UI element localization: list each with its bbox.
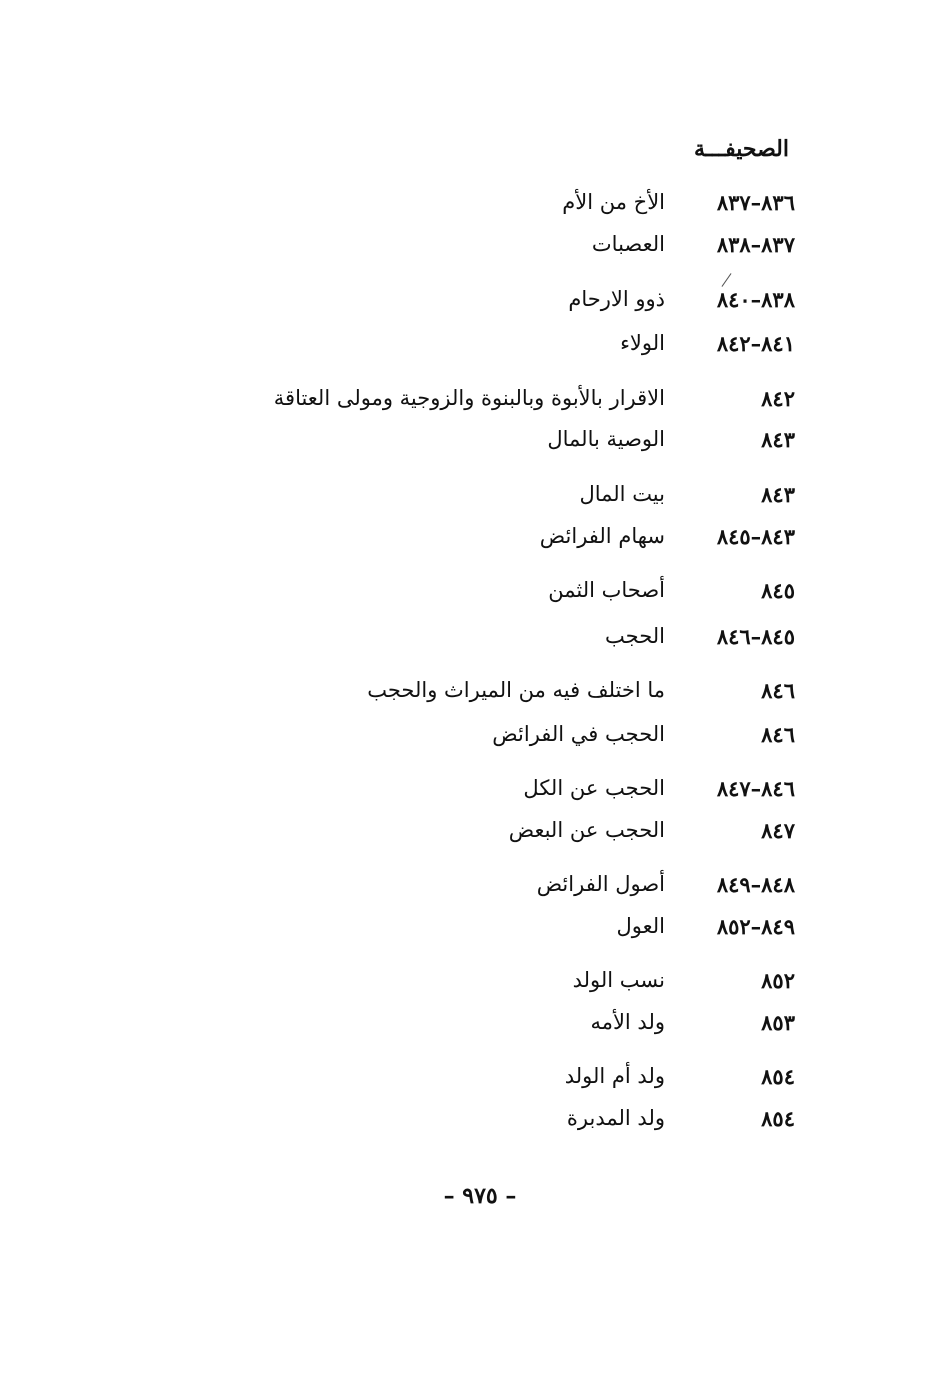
topic-title: العصبات <box>591 232 665 256</box>
topic-title: نسب الولد <box>572 968 665 992</box>
page-column-header: الصحيفـــة <box>694 136 789 162</box>
topic-title: الوصية بالمال <box>547 427 665 451</box>
page-reference: ٨٤٦ <box>761 722 795 747</box>
list-item <box>0 872 927 904</box>
page-reference: ٨٤٥–٨٤٦ <box>716 624 795 649</box>
topic-title: بيت المال <box>579 482 665 506</box>
page-reference: ٨٣٧–٨٣٨ <box>716 232 795 257</box>
list-item <box>0 776 927 808</box>
topic-title: أصحاب الثمن <box>548 578 665 602</box>
list-item <box>0 524 927 556</box>
topic-title: الاقرار بالأبوة وبالبنوة والزوجية ومولى العتاقة <box>273 386 665 410</box>
page-reference: ٨٤٣ <box>761 427 795 452</box>
page-reference: ٨٤٢ <box>761 386 795 411</box>
topic-title: سهام الفرائض <box>539 524 665 548</box>
topic-title: الحجب عن البعض <box>508 818 665 842</box>
list-item <box>0 190 927 222</box>
topic-title: الحجب <box>605 624 665 648</box>
page-reference: ٨٤١–٨٤٢ <box>716 331 795 356</box>
topic-title: الحجب في الفرائض <box>492 722 665 746</box>
list-item <box>0 722 927 754</box>
list-item <box>0 624 927 656</box>
list-item <box>0 914 927 946</box>
page-reference: ٨٥٤ <box>761 1106 795 1131</box>
topic-title: الولاء <box>620 331 665 355</box>
page-reference: ٨٥٢ <box>761 968 795 993</box>
page-number: – ٩٧٥ – <box>443 1183 517 1209</box>
list-item <box>0 818 927 850</box>
list-item <box>0 1064 927 1096</box>
list-item <box>0 1106 927 1138</box>
page-reference: ٨٤٣–٨٤٥ <box>716 524 795 549</box>
page-reference: ٨٣٨–٨٤٠ <box>716 287 795 312</box>
topic-title: الأخ من الأم <box>562 190 665 214</box>
list-item <box>0 386 927 418</box>
page-reference: ٨٤٥ <box>761 578 795 603</box>
list-item <box>0 482 927 514</box>
page-reference: ٨٥٣ <box>761 1010 795 1035</box>
page-reference: ٨٤٦ <box>761 678 795 703</box>
topic-title: ذوو الارحام <box>568 287 665 311</box>
list-item <box>0 1010 927 1042</box>
page-reference: ٨٣٦–٨٣٧ <box>716 190 795 215</box>
list-item <box>0 578 927 610</box>
page-reference: ٨٤٣ <box>761 482 795 507</box>
topic-title: ولد أم الولد <box>564 1064 665 1088</box>
topic-title: العول <box>616 914 665 938</box>
page-reference: ٨٤٧ <box>761 818 795 843</box>
page-reference: ٨٥٤ <box>761 1064 795 1089</box>
list-item <box>0 287 927 319</box>
topic-title: ولد المدبرة <box>566 1106 665 1130</box>
scan-mark <box>722 273 732 287</box>
list-item <box>0 968 927 1000</box>
page-reference: ٨٤٩–٨٥٢ <box>716 914 795 939</box>
list-item <box>0 331 927 363</box>
topic-title: ولد الأمه <box>590 1010 665 1034</box>
list-item <box>0 427 927 459</box>
topic-title: أصول الفرائض <box>536 872 665 896</box>
page-reference: ٨٤٨–٨٤٩ <box>716 872 795 897</box>
list-item <box>0 232 927 264</box>
topic-title: ما اختلف فيه من الميراث والحجب <box>367 678 665 702</box>
list-item <box>0 678 927 710</box>
page-reference: ٨٤٦–٨٤٧ <box>716 776 795 801</box>
topic-title: الحجب عن الكل <box>523 776 665 800</box>
